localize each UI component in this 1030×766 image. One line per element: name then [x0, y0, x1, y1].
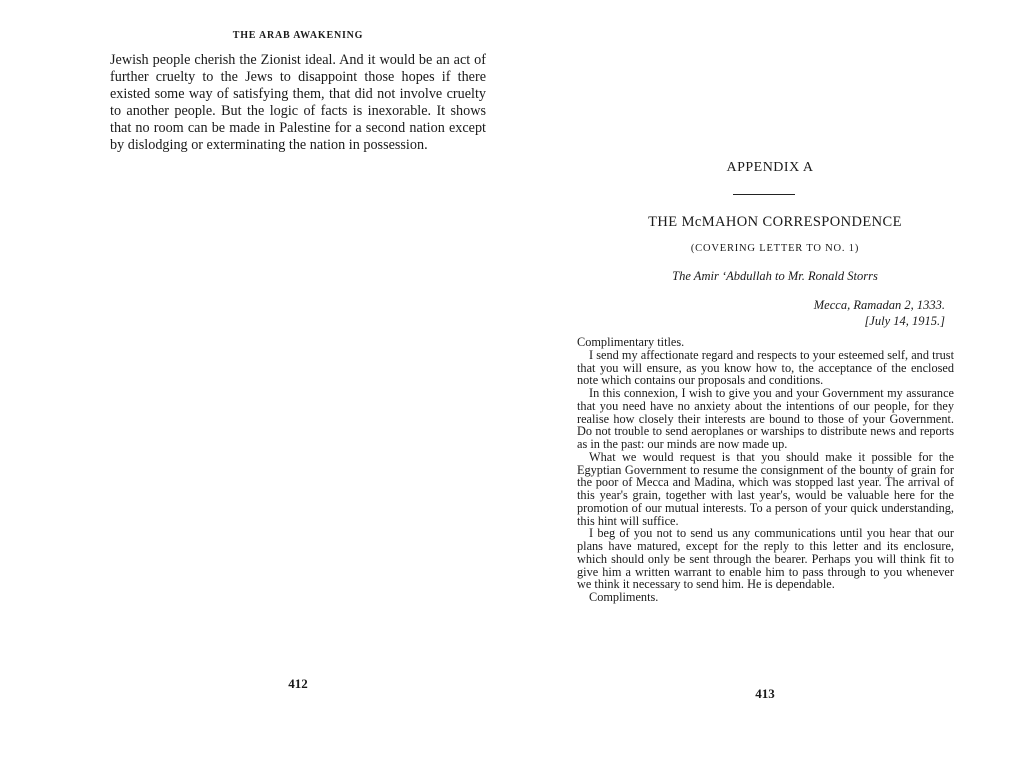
page-number-left: 412 [288, 676, 308, 691]
dateline-line: [July 14, 1915.] [864, 314, 945, 328]
correspondence-title: THE McMAHON CORRESPONDENCE [648, 214, 902, 230]
running-head: THE ARAB AWAKENING [232, 30, 364, 41]
letter-paragraph: I beg of you not to send us any communications until you hear that our plans have matured, except for the reply to this letter and its enclosure, which should only be sent through the bearer. Perhaps you will think fit to give him a written warrant to enable him to pass through to you whenever we think it necessary to send him. He is dependable. [577, 526, 954, 592]
heading-rule [733, 194, 795, 195]
dateline-line: Mecca, Ramadan 2, 1333. [813, 298, 945, 312]
letter-body [577, 336, 954, 604]
letter-paragraph: What we would request is that you should make it possible for the Egyptian Government to resume the consignment of the bounty of grain for the poor of Mecca and Madina, which was stopped last year. The arrival of this year's grain, together with last year's, would be valuable here for the promotion of our mutual interests. To a person of your quick understanding, this hint will suffice. [577, 449, 954, 528]
letter-paragraph: I send my affectionate regard and respects to your esteemed self, and trust that you will ensure, as you know how to, the acceptance of the enclosed note which contains our proposals and conditions. [577, 347, 954, 388]
left-page-text [110, 52, 486, 155]
letter-from-to: The Amir ‘Abdullah to Mr. Ronald Storrs [672, 269, 878, 283]
letter-paragraph: Complimentary titles. [577, 335, 685, 349]
letter-paragraph: In this connexion, I wish to give you and your Government my assurance that you need have no anxiety about the intentions of our people, for they realise how closely their interests are bound to those of your Government. Do not trouble to send aeroplanes or warships to distribute news and reports as in the past: our minds are now made up. [577, 386, 954, 451]
letter-dateline [800, 297, 945, 329]
right-page [515, 0, 1030, 766]
covering-note: (COVERING LETTER TO NO. 1) [690, 243, 860, 254]
paragraph: Jewish people cherish the Zionist ideal. And it would be an act of further cruelty to the Jews to disappoint those hopes if there existed some way of satisfying them, that did not involve cruelty to another people. But the logic of facts is inexorable. It shows that no room can be made in Palestine for a second nation except by dislodging or exterminating the nation in possession. [110, 52, 486, 154]
letter-paragraph: Compliments. [589, 590, 659, 604]
page-number-right: 413 [755, 686, 775, 701]
appendix-heading: APPENDIX A [726, 160, 814, 175]
